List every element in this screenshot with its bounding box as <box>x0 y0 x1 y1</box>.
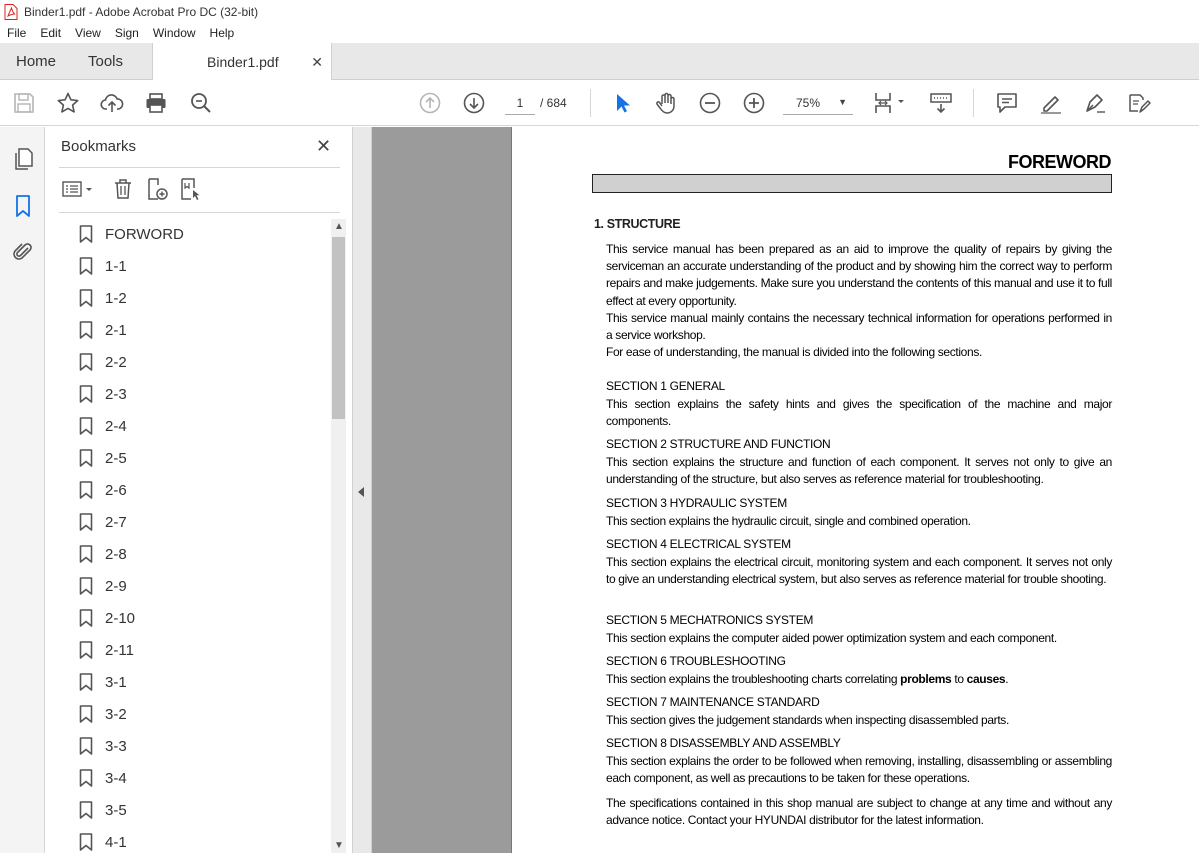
menu-sign[interactable]: Sign <box>114 26 139 40</box>
divider <box>59 212 340 213</box>
bookmark-item[interactable] <box>75 538 325 570</box>
highlight-pen-icon[interactable] <box>1039 91 1063 115</box>
section-6-text-suffix: . <box>1005 672 1009 686</box>
section-2-heading: SECTION 2 STRUCTURE AND FUNCTION <box>606 437 831 451</box>
bookmark-label: 2-7 <box>105 513 127 531</box>
intro-paragraph-3: For ease of understanding, the manual is divided into the following sections. <box>606 345 982 359</box>
bookmark-icon <box>79 609 93 627</box>
section-6-text-problems: problems <box>900 672 952 686</box>
window-title: Binder1.pdf - Adobe Acrobat Pro DC (32-bit) <box>24 4 259 19</box>
zoom-level-select[interactable] <box>783 91 853 115</box>
bookmarks-list <box>75 218 325 853</box>
bookmark-icon <box>79 353 93 371</box>
new-bookmark-icon[interactable] <box>145 177 169 201</box>
document-view <box>372 127 1199 853</box>
bookmark-label: 2-11 <box>105 641 134 659</box>
section-6-text <box>606 671 1112 688</box>
section-6-heading: SECTION 6 TROUBLESHOOTING <box>606 654 786 668</box>
bookmarks-scrollbar[interactable] <box>331 219 346 853</box>
bookmark-options-icon[interactable] <box>61 177 97 201</box>
bookmark-icon <box>79 225 93 243</box>
zoom-level-value: 75% <box>796 95 821 110</box>
bookmark-item[interactable] <box>75 698 325 730</box>
tab-document-label: Binder1.pdf <box>207 54 279 70</box>
bookmark-label: 2-6 <box>105 481 127 499</box>
bookmarks-panel <box>45 127 353 853</box>
bookmark-item[interactable] <box>75 250 325 282</box>
bookmark-label: 4-1 <box>105 833 127 851</box>
bookmarks-title: Bookmarks <box>61 138 137 155</box>
close-icon[interactable]: ✕ <box>316 136 332 156</box>
bookmark-label: 1-1 <box>105 257 127 275</box>
bookmark-item[interactable] <box>75 794 325 826</box>
bookmark-label: 2-8 <box>105 545 127 563</box>
bookmark-label: 1-2 <box>105 289 127 307</box>
bookmark-label: 2-9 <box>105 577 127 595</box>
bookmark-label: 2-5 <box>105 449 127 467</box>
bookmark-item[interactable] <box>75 314 325 346</box>
toolbar <box>0 80 1199 126</box>
bookmark-item[interactable] <box>75 506 325 538</box>
hand-tool-icon[interactable] <box>654 91 678 115</box>
section-2-text: This section explains the structure and function of each component. It serves not only to give an understanding of the structure, but also serves as reference material for troubleshooting. <box>606 455 1112 487</box>
intro-paragraph-1: This service manual has been prepared as an aid to improve the quality of repairs by giving the serviceman an accurate understanding of the product and by showing him the correct way to perform repairs and make judgements. Make sure you understand the contents of this manual and use it to full effect at every opportunity. <box>606 242 1112 308</box>
bookmark-icon <box>79 257 93 275</box>
bookmark-item[interactable] <box>75 410 325 442</box>
bookmark-label: 3-2 <box>105 705 127 723</box>
bookmark-item[interactable] <box>75 474 325 506</box>
bookmark-item[interactable] <box>75 762 325 794</box>
section-3-text: This section explains the hydraulic circuit, single and combined operation. <box>606 514 971 528</box>
chevron-down-icon: ▼ <box>838 97 847 107</box>
page-heading: FOREWORD <box>1008 152 1111 172</box>
menu-window[interactable]: Window <box>152 26 196 40</box>
bookmark-label: 2-4 <box>105 417 127 435</box>
bookmark-label: 3-4 <box>105 769 127 787</box>
fit-page-icon[interactable] <box>873 91 909 115</box>
bookmark-icon <box>79 449 93 467</box>
section-title: 1. STRUCTURE <box>594 217 681 231</box>
section-8-heading: SECTION 8 DISASSEMBLY AND ASSEMBLY <box>606 736 841 750</box>
bookmark-label: 3-1 <box>105 673 127 691</box>
bookmark-label: 2-3 <box>105 385 127 403</box>
find-bookmark-icon[interactable] <box>179 177 203 201</box>
delete-bookmark-icon[interactable] <box>111 177 135 201</box>
section-4-heading: SECTION 4 ELECTRICAL SYSTEM <box>606 537 791 551</box>
save-icon[interactable] <box>12 91 36 115</box>
section-6-text-causes: causes <box>966 672 1006 686</box>
zoom-search-icon[interactable] <box>189 91 213 115</box>
cloud-upload-icon[interactable] <box>100 91 124 115</box>
section-1-text: This section explains the safety hints and gives the specification of the machine and major components. <box>606 397 1112 429</box>
menu-edit[interactable]: Edit <box>40 26 62 40</box>
bookmark-item[interactable] <box>75 346 325 378</box>
divider <box>59 167 340 168</box>
bookmarks-icon[interactable] <box>11 194 35 218</box>
select-cursor-icon[interactable] <box>610 91 634 115</box>
bookmark-item[interactable] <box>75 378 325 410</box>
section-6-text-prefix: This section explains the troubleshooting charts correlating <box>606 672 901 686</box>
bookmark-icon <box>79 833 93 851</box>
draw-pen-icon[interactable] <box>1083 91 1107 115</box>
tab-home[interactable]: Home <box>16 53 57 70</box>
bookmark-label: 3-5 <box>105 801 127 819</box>
bookmark-icon <box>79 673 93 691</box>
section-8-text: This section explains the order to be followed when removing, installing, disassembling or assembling each component, as well as precautions to be taken for these operations. <box>606 754 1112 786</box>
bookmark-icon <box>79 385 93 403</box>
scrollbar-thumb[interactable] <box>332 237 345 419</box>
zoom-out-icon[interactable] <box>698 91 722 115</box>
page-total: / 684 <box>540 96 567 110</box>
section-1-heading: SECTION 1 GENERAL <box>606 379 725 393</box>
fill-sign-icon[interactable] <box>1127 91 1151 115</box>
bookmark-icon <box>79 513 93 531</box>
footer-note: The specifications contained in this shop manual are subject to change at any time and without any advance notice. Contact your HYUNDAI distributor for the latest information. <box>606 796 1112 828</box>
bookmark-item[interactable] <box>75 666 325 698</box>
previous-page-icon[interactable] <box>418 91 442 115</box>
panel-collapse-handle[interactable] <box>353 127 372 853</box>
bookmark-item[interactable] <box>75 442 325 474</box>
section-7-heading: SECTION 7 MAINTENANCE STANDARD <box>606 695 820 709</box>
section-3-heading: SECTION 3 HYDRAULIC SYSTEM <box>606 496 787 510</box>
left-navigation-rail <box>0 127 45 853</box>
toolbar-divider <box>973 89 974 117</box>
bookmark-item[interactable] <box>75 602 325 634</box>
bookmark-label: 2-2 <box>105 353 127 371</box>
acrobat-pdf-icon <box>4 4 18 20</box>
page-number-input[interactable]: 1 <box>505 91 535 115</box>
bookmark-item[interactable] <box>75 282 325 314</box>
bookmark-item[interactable] <box>75 634 325 666</box>
tab-document[interactable] <box>152 43 332 81</box>
tab-tools[interactable]: Tools <box>88 53 124 70</box>
section-5-text: This section explains the computer aided power optimization system and each component. <box>606 631 1057 645</box>
section-5-heading: SECTION 5 MECHATRONICS SYSTEM <box>606 613 814 627</box>
bookmark-icon <box>79 321 93 339</box>
bookmark-label: 2-1 <box>105 321 127 339</box>
bookmark-label: 3-3 <box>105 737 127 755</box>
intro-paragraph-2: This service manual mainly contains the necessary technical information for operations performed in a service workshop. <box>606 311 1112 343</box>
bookmark-icon <box>79 289 93 307</box>
menu-view[interactable]: View <box>75 26 101 40</box>
title-bar <box>0 0 1199 23</box>
pdf-page <box>511 127 1199 853</box>
scroll-up-icon[interactable]: ▲ <box>334 221 344 232</box>
bookmark-icon <box>79 481 93 499</box>
bookmark-item[interactable] <box>75 730 325 762</box>
menu-bar <box>0 23 1199 43</box>
bookmark-item[interactable] <box>75 570 325 602</box>
menu-file[interactable]: File <box>7 26 27 40</box>
bookmark-icon <box>79 769 93 787</box>
next-page-icon[interactable] <box>462 91 486 115</box>
bookmark-icon <box>79 737 93 755</box>
tab-bar <box>0 43 1199 80</box>
bookmark-icon <box>79 641 93 659</box>
bookmark-label: FORWORD <box>105 225 184 243</box>
bookmarks-toolbar <box>59 175 340 205</box>
keyboard-scroll-icon[interactable] <box>929 91 953 115</box>
bookmark-icon <box>79 545 93 563</box>
bookmark-label: 2-10 <box>105 609 136 627</box>
bookmark-icon <box>79 705 93 723</box>
bookmark-item[interactable] <box>75 826 325 853</box>
section-7-text: This section gives the judgement standards when inspecting disassembled parts. <box>606 713 1009 727</box>
zoom-in-icon[interactable] <box>742 91 766 115</box>
close-tab-icon[interactable]: ✕ <box>311 54 323 70</box>
attachments-icon[interactable] <box>11 240 35 264</box>
heading-bar <box>592 174 1112 193</box>
scroll-down-icon[interactable]: ▼ <box>334 840 344 851</box>
section-4-text: This section explains the electrical circuit, monitoring system and each component. It serves not only to give an understanding electrical system, but also serves as reference material for trouble shooting. <box>606 555 1112 587</box>
star-icon[interactable] <box>56 91 80 115</box>
bookmark-icon <box>79 417 93 435</box>
section-6-text-mid: to <box>951 672 967 686</box>
toolbar-divider <box>590 89 591 117</box>
page-thumbnails-icon[interactable] <box>11 147 35 171</box>
menu-help[interactable]: Help <box>209 26 235 40</box>
bookmark-icon <box>79 801 93 819</box>
bookmark-icon <box>79 577 93 595</box>
collapse-left-icon[interactable] <box>358 487 364 497</box>
print-icon[interactable] <box>144 91 168 115</box>
comment-icon[interactable] <box>995 91 1019 115</box>
bookmark-item[interactable] <box>75 218 325 250</box>
